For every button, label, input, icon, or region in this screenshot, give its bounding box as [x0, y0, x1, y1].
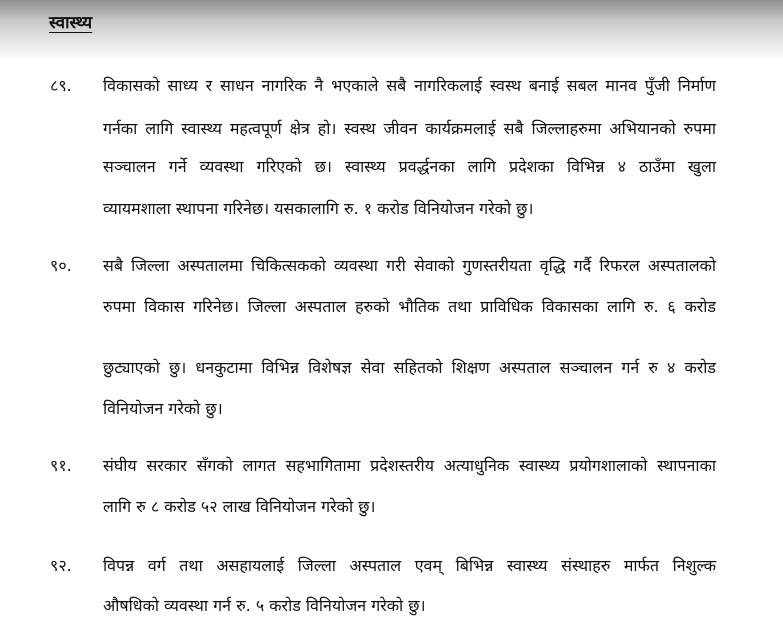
paragraph-line: औषधिको व्यवस्था गर्न रु. ५ करोड विनियोजन गरेको छु। [103, 596, 426, 615]
paragraph-number: ८९. [50, 76, 72, 95]
section-heading: स्वास्थ्य [49, 13, 93, 33]
paragraph-number: ९२. [50, 556, 72, 575]
paragraph-line: विनियोजन गरेको छु। [103, 399, 223, 418]
paragraph-line: संघीय सरकार सँगको लागत सहभागितामा प्रदेशस्तरीय अत्याधुनिक स्वास्थ्य प्रयोगशालाको स्थापनाका [103, 456, 716, 475]
paragraph-line: विपन्न वर्ग तथा असहायलाई जिल्ला अस्पताल एवम् बिभिन्न स्वास्थ्य संस्थाहरु मार्फत निशुल्क [103, 556, 716, 575]
paragraph-line: व्यायमशाला स्थापना गरिनेछ। यसकालागि रु. १ करोड विनियोजन गरेको छु। [103, 199, 534, 218]
paragraph-number: ९०. [50, 256, 72, 275]
paragraph-line: लागि रु ८ करोड ५२ लाख विनियोजन गरेको छु। [103, 497, 376, 516]
page-top-shadow [0, 0, 783, 60]
paragraph-line: छुट्याएको छु। धनकुटामा विभिन्न विशेषज्ञ सेवा सहितको शिक्षण अस्पताल सञ्चालन गर्न रु ४ करोड [103, 358, 716, 377]
paragraph-line: गर्नका लागि स्वास्थ्य महत्वपूर्ण क्षेत्र हो। स्वस्थ जीवन कार्यक्रमलाई सबै जिल्लाहरुमा अभियानको रुपमा [103, 119, 716, 138]
paragraph-line: विकासको साध्य र साधन नागरिक नै भएकाले सबै नागरिकलाई स्वस्थ बनाई सबल मानव पुँजी निर्माण [103, 76, 716, 95]
paragraph-number: ९१. [50, 456, 72, 475]
paragraph-line: रुपमा विकास गरिनेछ। जिल्ला अस्पताल हरुको भौतिक तथा प्राविधिक विकासका लागि रु. ६ करोड [103, 297, 716, 316]
paragraph-line: सञ्चालन गर्ने व्यवस्था गरिएको छ। स्वास्थ्य प्रवर्द्धनका लागि प्रदेशका विभिन्न ४ ठाउँमा खुला [103, 157, 716, 176]
paragraph-line: सबै जिल्ला अस्पतालमा चिकित्सकको व्यवस्था गरी सेवाको गुणस्तरीयता वृद्धि गर्दै रिफरल अस्पतालको [103, 256, 716, 275]
